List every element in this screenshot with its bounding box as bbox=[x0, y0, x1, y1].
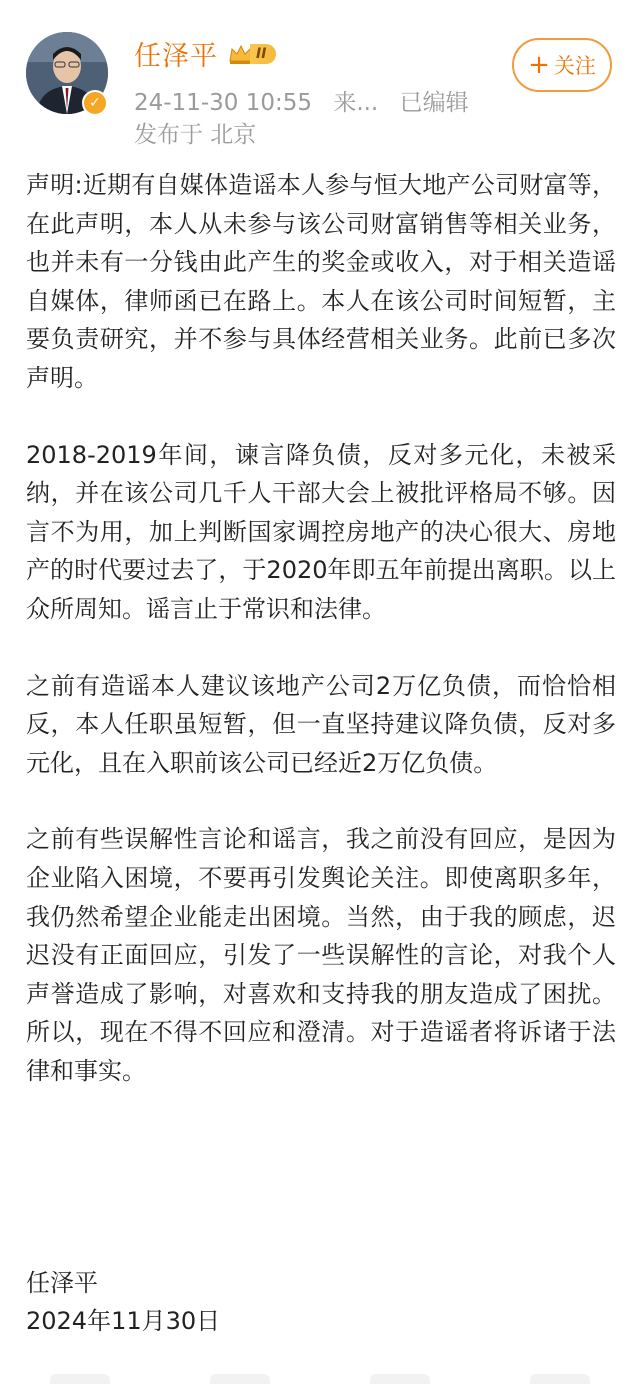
signature-date: 2024年11月30日 bbox=[26, 1307, 221, 1335]
paragraph-3: 之前有造谣本人建议该地产公司2万亿负债，而恰恰相反，本人任职虽短暂，但一直坚持建议降负债，反对多元化，且在入职前该公司已经近2万亿负债。 bbox=[26, 671, 616, 777]
post-location: 发布于 北京 bbox=[134, 122, 257, 148]
action-hint-1 bbox=[50, 1374, 110, 1384]
action-bar-hint bbox=[0, 1374, 640, 1388]
paragraph-1: 声明:近期有自媒体造谣本人参与恒大地产公司财富等，在此声明，本人从未参与该公司财富销售等相关业务，也并未有一分钱由此产生的奖金或收入，对于相关造谣自媒体，律师函已在路上。本人在该公司时间短暂，主要负责研究，并不参与具体经营相关业务。此前已多次声明。 bbox=[26, 171, 616, 392]
action-hint-3 bbox=[370, 1374, 430, 1384]
post-body bbox=[26, 166, 616, 1128]
post-meta bbox=[134, 84, 483, 117]
post-timestamp: 24-11-30 10:55 bbox=[134, 90, 312, 116]
follow-button[interactable] bbox=[512, 38, 612, 92]
signature bbox=[26, 1264, 220, 1340]
action-hint-2 bbox=[210, 1374, 270, 1384]
verified-icon: ✓ bbox=[82, 90, 108, 116]
username[interactable]: 任泽平 bbox=[134, 41, 218, 72]
plus-icon: + bbox=[528, 50, 550, 80]
signature-name: 任泽平 bbox=[26, 1269, 98, 1297]
paragraph-2: 2018-2019年间，谏言降负债，反对多元化，未被采纳，并在该公司几千人干部大会上被批评格局不够。因言不为用，加上判断国家调控房地产的决心很大、房地产的时代要过去了，于2020年即五年前提出离职。以上众所周知。谣言止于常识和法律。 bbox=[26, 440, 616, 623]
follow-label: 关注 bbox=[553, 54, 596, 78]
vip-level: II bbox=[250, 44, 276, 64]
author-row bbox=[134, 34, 276, 73]
edited-label[interactable]: 已编辑 bbox=[399, 90, 469, 116]
post-source[interactable]: 来... bbox=[333, 90, 379, 116]
action-hint-4 bbox=[530, 1374, 590, 1384]
paragraph-4: 之前有些误解性言论和谣言，我之前没有回应，是因为企业陷入困境，不要再引发舆论关注。即使离职多年，我仍然希望企业能走出困境。当然，由于我的顾虑，迟迟没有正面回应，引发了一些误解性的言论，对我个人声誉造成了影响，对喜欢和支持我的朋友造成了困扰。所以，现在不得不回应和澄清。对于造谣者将诉诸于法律和事实。 bbox=[26, 825, 616, 1085]
vip-badge[interactable] bbox=[228, 42, 276, 66]
post-header bbox=[0, 0, 640, 160]
